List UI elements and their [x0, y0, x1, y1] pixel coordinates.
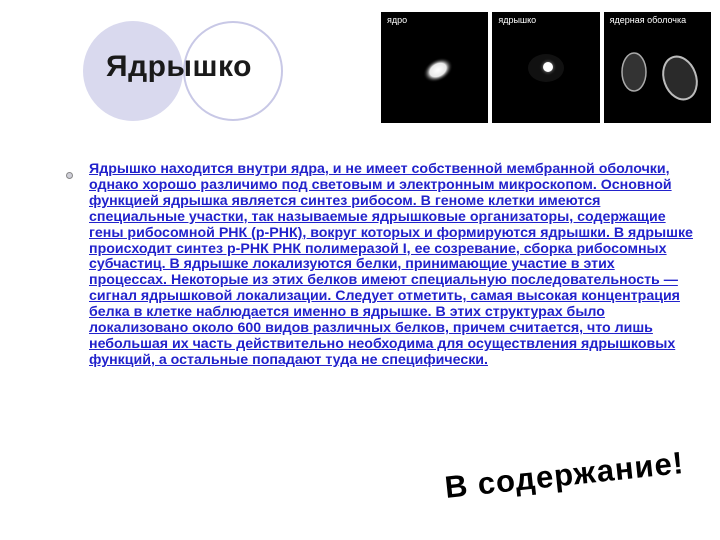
micrograph-label: ядерная оболочка: [609, 15, 687, 25]
micrograph-nucleus: [381, 12, 488, 123]
nucleus-image: [381, 12, 487, 123]
micrograph-nucleolus: [492, 12, 599, 123]
micrograph-label: ядро: [387, 15, 408, 25]
slide-title: Ядрышко: [106, 50, 252, 83]
nucleolus-image: [492, 12, 598, 123]
micrograph-nuclear-envelope: [604, 12, 711, 123]
micrograph-label: ядрышко: [498, 15, 537, 25]
micrograph-strip: [381, 12, 711, 123]
bullet-marker: [66, 172, 73, 179]
contents-link[interactable]: В содержание!: [443, 444, 686, 505]
nuclear-envelope-image: [604, 12, 710, 123]
body-paragraph-link[interactable]: Ядрышко находится внутри ядра, и не имеет собственной мембранной оболочки, однако хорошо различимо под световым и электронным микроскопом. Основной функцией ядрышка является синтез рибосом. В геноме клетки имеются специальные участки, так называемые ядрышковые организаторы, содержащие гены рибосомной РНК (р-РНК), вокруг которых и формируются ядрышки. В ядрышке происходит синтез р-РНК РНК полимеразой I, ее созревание, сборка рибосомных субчастиц. В ядрышке локализуются белки, принимающие участие в этих процессах. Некоторые из этих белков имеют специальную последовательность — сигнал ядрышковой локализации. Следует отметить, самая высокая концентрация белка в клетке наблюдается именно в ядрышке. В этих структурах было локализовано около 600 видов различных белков, причем считается, что лишь небольшая их часть действительно необходима для осуществления ядрышковых функций, а остальные попадают туда не специфически.: [89, 161, 693, 368]
